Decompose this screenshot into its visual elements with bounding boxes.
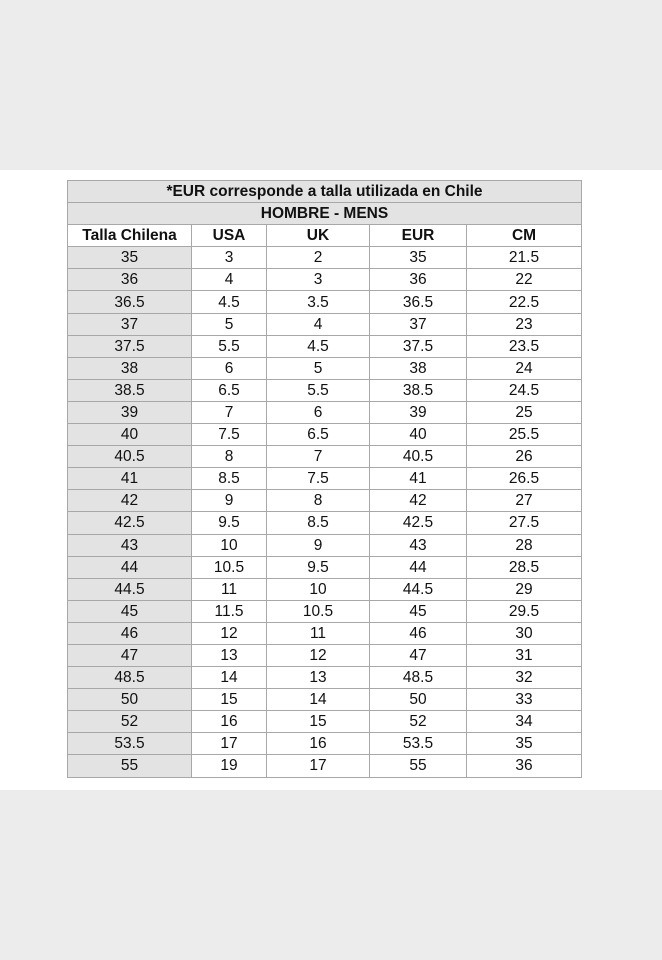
cell-cm: 30	[467, 622, 582, 644]
cell-eur: 48.5	[370, 667, 467, 689]
cell-eur: 36.5	[370, 291, 467, 313]
cell-talla-chilena: 53.5	[68, 733, 192, 755]
table-subtitle: HOMBRE - MENS	[68, 203, 582, 225]
cell-eur: 50	[370, 689, 467, 711]
cell-eur: 38	[370, 357, 467, 379]
cell-usa: 10	[192, 534, 267, 556]
cell-usa: 14	[192, 667, 267, 689]
cell-cm: 29	[467, 578, 582, 600]
cell-eur: 55	[370, 755, 467, 777]
cell-usa: 5.5	[192, 335, 267, 357]
cell-uk: 3.5	[267, 291, 370, 313]
cell-uk: 8	[267, 490, 370, 512]
table-row	[68, 446, 582, 468]
cell-cm: 25.5	[467, 424, 582, 446]
table-row	[68, 401, 582, 423]
cell-eur: 42.5	[370, 512, 467, 534]
cell-cm: 23.5	[467, 335, 582, 357]
top-margin	[0, 0, 662, 170]
cell-cm: 21.5	[467, 247, 582, 269]
cell-cm: 25	[467, 401, 582, 423]
cell-uk: 16	[267, 733, 370, 755]
cell-talla-chilena: 41	[68, 468, 192, 490]
table-row	[68, 468, 582, 490]
cell-eur: 36	[370, 269, 467, 291]
bottom-margin	[0, 790, 662, 960]
cell-eur: 53.5	[370, 733, 467, 755]
cell-talla-chilena: 52	[68, 711, 192, 733]
cell-eur: 35	[370, 247, 467, 269]
cell-talla-chilena: 55	[68, 755, 192, 777]
table-row	[68, 556, 582, 578]
cell-talla-chilena: 40	[68, 424, 192, 446]
size-conversion-table	[67, 180, 582, 778]
table-row	[68, 733, 582, 755]
cell-talla-chilena: 44	[68, 556, 192, 578]
cell-uk: 11	[267, 622, 370, 644]
column-header-row	[68, 225, 582, 247]
cell-usa: 7.5	[192, 424, 267, 446]
cell-talla-chilena: 40.5	[68, 446, 192, 468]
cell-cm: 23	[467, 313, 582, 335]
cell-talla-chilena: 35	[68, 247, 192, 269]
cell-cm: 27	[467, 490, 582, 512]
cell-uk: 4.5	[267, 335, 370, 357]
cell-uk: 10.5	[267, 600, 370, 622]
cell-eur: 42	[370, 490, 467, 512]
table-row	[68, 424, 582, 446]
eur-note-banner: *EUR corresponde a talla utilizada en Chile	[68, 181, 582, 203]
cell-uk: 14	[267, 689, 370, 711]
cell-eur: 39	[370, 401, 467, 423]
cell-uk: 6.5	[267, 424, 370, 446]
cell-talla-chilena: 38.5	[68, 379, 192, 401]
table-row	[68, 600, 582, 622]
cell-talla-chilena: 37	[68, 313, 192, 335]
column-header-usa: USA	[192, 225, 267, 247]
cell-cm: 35	[467, 733, 582, 755]
cell-cm: 22	[467, 269, 582, 291]
cell-cm: 32	[467, 667, 582, 689]
cell-uk: 9	[267, 534, 370, 556]
cell-eur: 37	[370, 313, 467, 335]
table-row	[68, 247, 582, 269]
table-row	[68, 644, 582, 666]
table-row	[68, 534, 582, 556]
cell-usa: 8.5	[192, 468, 267, 490]
table-row	[68, 578, 582, 600]
table-row	[68, 689, 582, 711]
cell-usa: 5	[192, 313, 267, 335]
cell-talla-chilena: 42	[68, 490, 192, 512]
table-row	[68, 379, 582, 401]
cell-eur: 52	[370, 711, 467, 733]
cell-usa: 4	[192, 269, 267, 291]
cell-talla-chilena: 48.5	[68, 667, 192, 689]
cell-cm: 36	[467, 755, 582, 777]
cell-talla-chilena: 36	[68, 269, 192, 291]
cell-talla-chilena: 50	[68, 689, 192, 711]
cell-uk: 7	[267, 446, 370, 468]
column-header-talla-chilena: Talla Chilena	[68, 225, 192, 247]
table-body	[68, 247, 582, 777]
cell-cm: 34	[467, 711, 582, 733]
cell-usa: 6	[192, 357, 267, 379]
cell-talla-chilena: 47	[68, 644, 192, 666]
cell-eur: 40	[370, 424, 467, 446]
cell-uk: 10	[267, 578, 370, 600]
cell-uk: 12	[267, 644, 370, 666]
cell-cm: 26	[467, 446, 582, 468]
cell-usa: 9	[192, 490, 267, 512]
table-row	[68, 335, 582, 357]
cell-uk: 3	[267, 269, 370, 291]
cell-talla-chilena: 45	[68, 600, 192, 622]
cell-talla-chilena: 38	[68, 357, 192, 379]
column-header-eur: EUR	[370, 225, 467, 247]
cell-eur: 40.5	[370, 446, 467, 468]
cell-talla-chilena: 37.5	[68, 335, 192, 357]
column-header-cm: CM	[467, 225, 582, 247]
table-row	[68, 490, 582, 512]
table-row	[68, 512, 582, 534]
cell-eur: 37.5	[370, 335, 467, 357]
table-row	[68, 755, 582, 777]
cell-eur: 44	[370, 556, 467, 578]
cell-cm: 26.5	[467, 468, 582, 490]
cell-usa: 13	[192, 644, 267, 666]
cell-eur: 44.5	[370, 578, 467, 600]
cell-usa: 6.5	[192, 379, 267, 401]
cell-eur: 46	[370, 622, 467, 644]
cell-usa: 11.5	[192, 600, 267, 622]
cell-usa: 15	[192, 689, 267, 711]
cell-uk: 4	[267, 313, 370, 335]
cell-usa: 8	[192, 446, 267, 468]
table-row	[68, 291, 582, 313]
cell-uk: 7.5	[267, 468, 370, 490]
cell-cm: 28.5	[467, 556, 582, 578]
cell-usa: 10.5	[192, 556, 267, 578]
cell-usa: 7	[192, 401, 267, 423]
table-row	[68, 357, 582, 379]
table-row	[68, 269, 582, 291]
cell-usa: 4.5	[192, 291, 267, 313]
cell-cm: 33	[467, 689, 582, 711]
cell-usa: 11	[192, 578, 267, 600]
table-row	[68, 711, 582, 733]
cell-talla-chilena: 43	[68, 534, 192, 556]
cell-uk: 15	[267, 711, 370, 733]
column-header-uk: UK	[267, 225, 370, 247]
cell-talla-chilena: 36.5	[68, 291, 192, 313]
cell-cm: 27.5	[467, 512, 582, 534]
size-chart-sheet	[0, 170, 662, 790]
cell-talla-chilena: 46	[68, 622, 192, 644]
cell-eur: 45	[370, 600, 467, 622]
cell-usa: 3	[192, 247, 267, 269]
cell-usa: 9.5	[192, 512, 267, 534]
cell-uk: 5	[267, 357, 370, 379]
cell-cm: 24.5	[467, 379, 582, 401]
cell-usa: 17	[192, 733, 267, 755]
cell-uk: 6	[267, 401, 370, 423]
cell-uk: 9.5	[267, 556, 370, 578]
cell-talla-chilena: 44.5	[68, 578, 192, 600]
cell-cm: 24	[467, 357, 582, 379]
cell-eur: 47	[370, 644, 467, 666]
cell-talla-chilena: 39	[68, 401, 192, 423]
cell-usa: 16	[192, 711, 267, 733]
table-row	[68, 622, 582, 644]
table-row	[68, 667, 582, 689]
cell-uk: 2	[267, 247, 370, 269]
cell-talla-chilena: 42.5	[68, 512, 192, 534]
cell-uk: 8.5	[267, 512, 370, 534]
cell-eur: 38.5	[370, 379, 467, 401]
cell-usa: 12	[192, 622, 267, 644]
cell-cm: 28	[467, 534, 582, 556]
cell-cm: 31	[467, 644, 582, 666]
cell-cm: 29.5	[467, 600, 582, 622]
cell-uk: 13	[267, 667, 370, 689]
cell-uk: 5.5	[267, 379, 370, 401]
cell-cm: 22.5	[467, 291, 582, 313]
table-row	[68, 313, 582, 335]
cell-uk: 17	[267, 755, 370, 777]
cell-eur: 41	[370, 468, 467, 490]
cell-eur: 43	[370, 534, 467, 556]
cell-usa: 19	[192, 755, 267, 777]
